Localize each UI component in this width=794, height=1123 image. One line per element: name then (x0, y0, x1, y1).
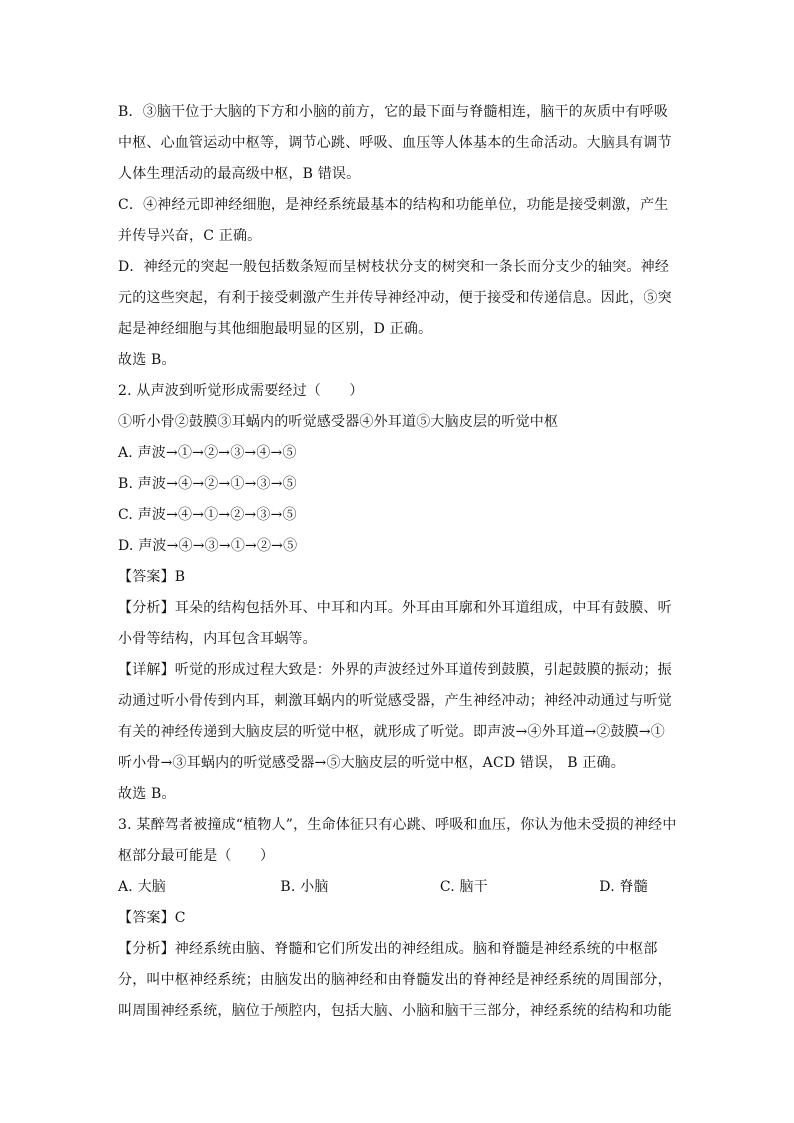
analysis-line: 【分析】耳朵的结构包括外耳、中耳和内耳。外耳由耳廓和外耳道组成，中耳有鼓膜、听 (118, 600, 672, 616)
question-2-items: ①听小骨②鼓膜③耳蜗内的听觉感受器④外耳道⑤大脑皮层的听觉中枢 (118, 414, 559, 430)
explanation-line: 有关的神经传递到大脑皮层的听觉中枢，就形成了听觉。即声波→④外耳道→②鼓膜→① (118, 724, 665, 740)
explanation-line: 听小骨→③耳蜗内的听觉感受器→⑤大脑皮层的听觉中枢，ACD 错误， B 正确。 (118, 755, 625, 771)
question-3-option-b: B. 小脑 (280, 879, 329, 895)
question-3-option-d: D. 脊髓 (599, 879, 648, 895)
text-line: 起是神经细胞与其他细胞最明显的区别，D 正确。 (118, 321, 433, 337)
explanation-line: 动通过听小骨传到内耳，刺激耳蜗内的听觉感受器，产生神经冲动；神经冲动通过与听觉 (118, 693, 672, 709)
text-line: 元的这些突起，有利于接受刺激产生并传导神经冲动，便于接受和传递信息。因此，⑤突 (118, 290, 672, 306)
text-line: 并传导兴奋，C 正确。 (118, 228, 262, 244)
question-3-option-c: C. 脑干 (439, 879, 488, 895)
question-2-option-b: B. 声波→④→②→①→③→⑤ (118, 476, 297, 492)
text-line: D．神经元的突起一般包括数条短而呈树枝状分支的树突和一条长而分支少的轴突。神经 (118, 259, 670, 275)
text-line: 中枢、心血管运动中枢等，调节心跳、呼吸、血压等人体基本的生命活动。大脑具有调节 (118, 135, 672, 151)
answer-line: 【答案】B (118, 569, 186, 585)
analysis-line: 分，叫中枢神经系统；由脑发出的脑神经和由脊髓发出的脊神经是神经系统的周围部分， (118, 972, 672, 988)
question-2-stem: 2. 从声波到听觉形成需要经过（ ） (118, 383, 364, 399)
question-3-options (118, 872, 678, 903)
text-line: C．④神经元即神经细胞，是神经系统最基本的结构和功能单位，功能是接受刺激，产生 (118, 197, 669, 213)
text-line: 故选 B。 (118, 352, 176, 368)
question-3-stem: 3. 某醉驾者被撞成“植物人”，生命体征只有心跳、呼吸和血压，你认为他未受损的神经中 (118, 817, 677, 833)
analysis-line: 叫周围神经系统，脑位于颅腔内，包括大脑、小脑和脑干三部分，神经系统的结构和功能 (118, 1003, 672, 1019)
document-page (118, 97, 678, 1027)
text-line: 人体生理活动的最高级中枢，B 错误。 (118, 166, 361, 182)
question-2-option-d: D. 声波→④→③→①→②→⑤ (118, 538, 298, 554)
analysis-line: 小骨等结构，内耳包含耳蜗等。 (118, 631, 317, 647)
question-3-option-a: A. 大脑 (118, 879, 167, 895)
text-line: B．③脑干位于大脑的下方和小脑的前方，它的最下面与脊髓相连，脑干的灰质中有呼吸 (118, 104, 669, 120)
question-2-option-a: A. 声波→①→②→③→④→⑤ (118, 445, 297, 461)
explanation-line: 【详解】听觉的形成过程大致是：外界的声波经过外耳道传到鼓膜，引起鼓膜的振动；振 (118, 662, 672, 678)
text-line: 故选 B。 (118, 786, 176, 802)
answer-line: 【答案】C (118, 910, 186, 926)
analysis-line: 【分析】神经系统由脑、脊髓和它们所发出的神经组成。脑和脊髓是神经系统的中枢部 (118, 941, 658, 957)
question-3-stem: 枢部分最可能是（ ） (118, 848, 275, 864)
question-2-option-c: C. 声波→④→①→②→③→⑤ (118, 507, 297, 523)
